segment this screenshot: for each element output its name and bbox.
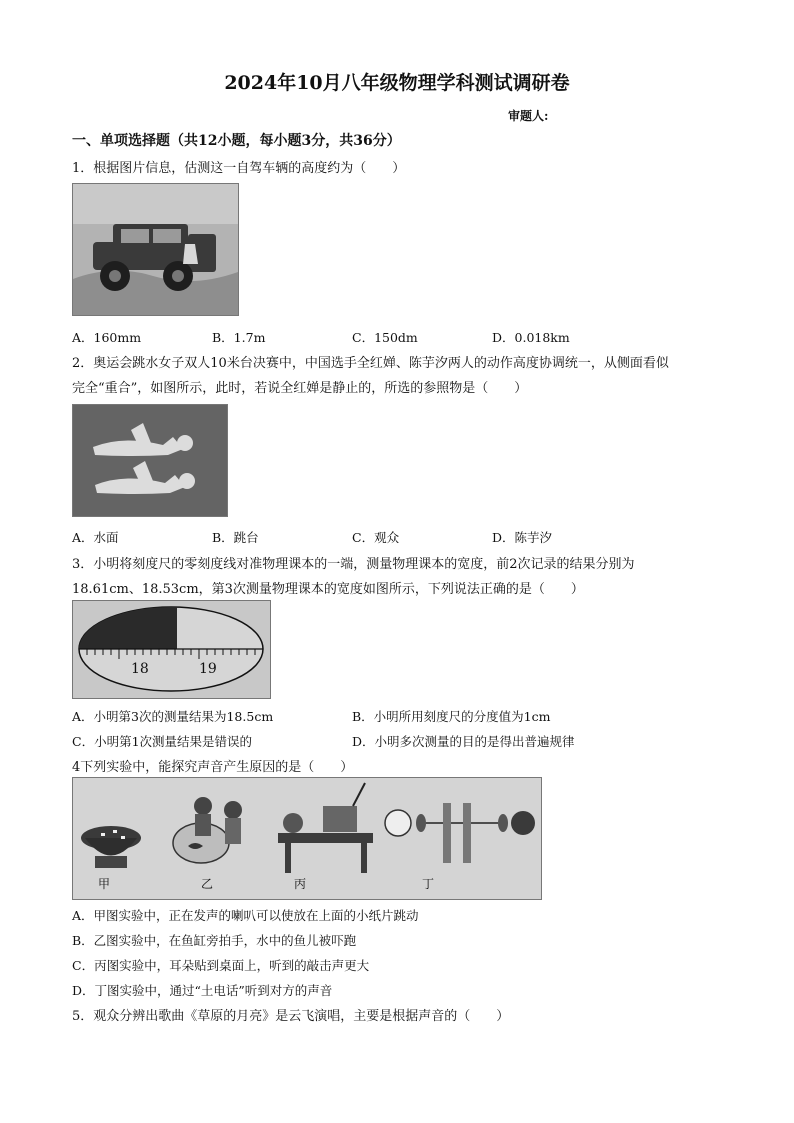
ruler-figure bbox=[72, 600, 271, 699]
exam-title: 2024年10月八年级物理学科测试调研卷 bbox=[224, 72, 570, 94]
reviewer-label: 审题人: bbox=[508, 109, 549, 123]
jeep-photo bbox=[72, 183, 239, 316]
q2-option-c[interactable]: C．观众 bbox=[352, 530, 400, 545]
question-2-text-line2: 完全“重合”，如图所示，此时，若说全红婵是静止的，所选的参照物是（ ） bbox=[72, 381, 528, 396]
q3-option-d[interactable]: D．小明多次测量的目的是得出普遍规律 bbox=[352, 734, 575, 749]
q3-option-a[interactable]: A．小明第3次的测量结果为18.5cm bbox=[72, 709, 274, 724]
q2-option-d[interactable]: D．陈芋汐 bbox=[492, 530, 553, 545]
q4-option-b[interactable]: B．乙图实验中，在鱼缸旁拍手，水中的鱼儿被吓跑 bbox=[72, 933, 357, 948]
q3-option-c[interactable]: C．小明第1次测量结果是错误的 bbox=[72, 734, 253, 749]
figure-label-yi: 乙 bbox=[201, 877, 214, 891]
q3-option-b[interactable]: B．小明所用刻度尺的分度值为1cm bbox=[352, 709, 551, 724]
q1-option-a[interactable]: A．160mm bbox=[72, 330, 142, 345]
figure-label-bing: 丙 bbox=[294, 877, 307, 891]
sound-experiments-figure bbox=[72, 777, 542, 900]
q4-option-c[interactable]: C．丙图实验中，耳朵贴到桌面上，听到的敲击声更大 bbox=[72, 958, 370, 973]
q1-option-b[interactable]: B．1.7m bbox=[212, 330, 266, 345]
section-heading: 一、单项选择题（共12小题，每小题3分，共36分） bbox=[72, 133, 401, 149]
divers-photo bbox=[72, 404, 228, 517]
question-5-text: 5．观众分辨出歌曲《草原的月亮》是云飞演唱，主要是根据声音的（ ） bbox=[72, 1009, 510, 1024]
question-2-text-line1: 2．奥运会跳水女子双人10米台决赛中，中国选手全红婵、陈芋汐两人的动作高度协调统一，从侧面看似 bbox=[72, 356, 669, 371]
q1-option-d[interactable]: D．0.018km bbox=[492, 330, 570, 345]
q4-option-d[interactable]: D．丁图实验中，通过“土电话”听到对方的声音 bbox=[72, 983, 333, 998]
ruler-label-19: 19 bbox=[199, 661, 217, 677]
q2-option-b[interactable]: B．跳台 bbox=[212, 530, 259, 545]
figure-label-jia: 甲 bbox=[98, 877, 111, 891]
q4-option-a[interactable]: A．甲图实验中，正在发声的喇叭可以使放在上面的小纸片跳动 bbox=[72, 908, 419, 923]
figure-label-ding: 丁 bbox=[422, 877, 435, 891]
ruler-label-18: 18 bbox=[131, 661, 149, 677]
q2-option-a[interactable]: A．水面 bbox=[72, 530, 119, 545]
q1-option-c[interactable]: C．150dm bbox=[352, 330, 418, 345]
question-3-text-line2: 18.61cm、18.53cm，第3次测量物理课本的宽度如图所示，下列说法正确的是（ ） bbox=[72, 582, 584, 597]
question-4-text: 4下列实验中，能探究声音产生原因的是（ ） bbox=[72, 760, 354, 775]
question-1-text: 1．根据图片信息，估测这一自驾车辆的高度约为（ ） bbox=[72, 161, 406, 176]
question-3-text-line1: 3．小明将刻度尺的零刻度线对准物理课本的一端，测量物理课本的宽度，前2次记录的结果分别为 bbox=[72, 557, 635, 572]
